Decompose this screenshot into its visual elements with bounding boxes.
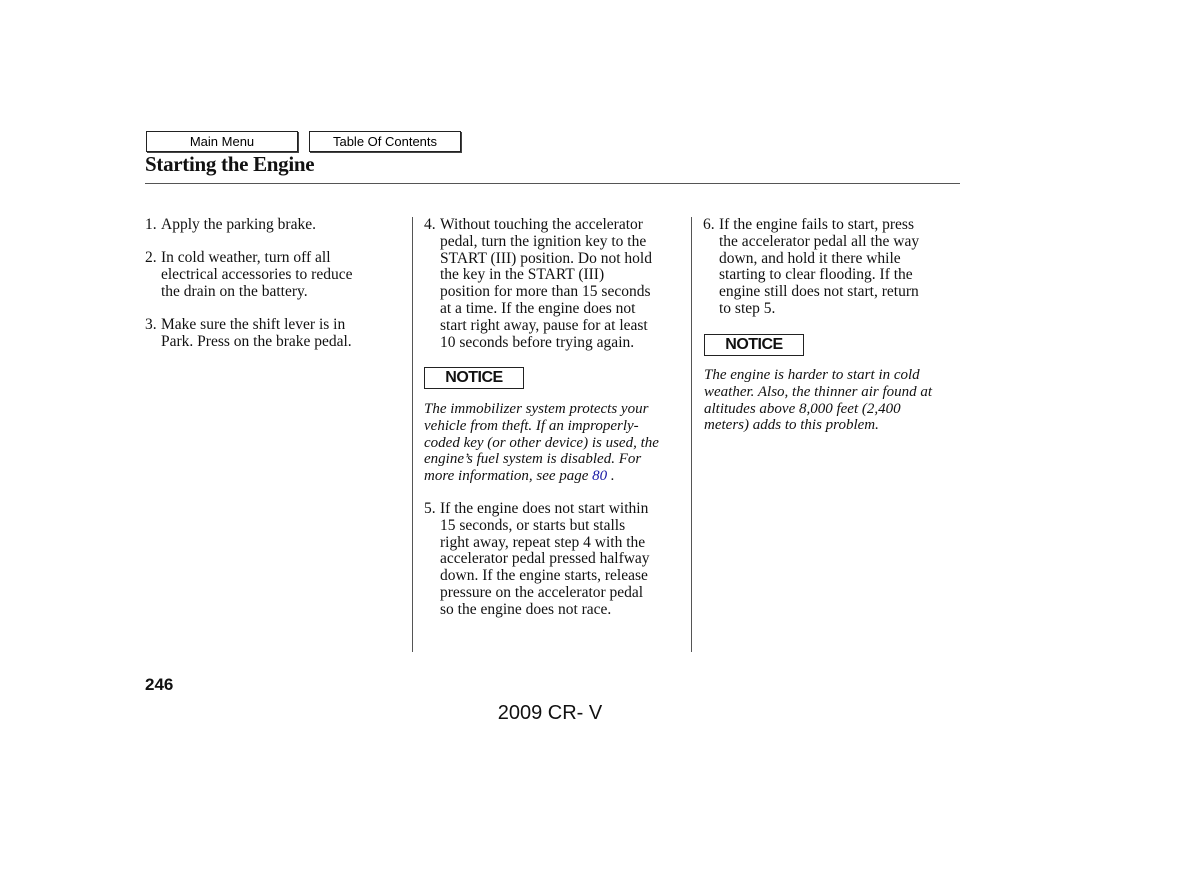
step-4 [424,217,652,351]
step-6 [703,217,919,318]
notice-body: The immobilizer system protects your vehicle from theft. If an improperly- coded key (or other device) is used, the engine’s fuel system is disabled. For more information, see page [424,401,659,485]
step-3 [145,317,352,351]
page-title: Starting the Engine [145,152,315,176]
step-number: 6. [703,216,715,233]
notice-label: NOTICE [424,367,524,389]
step-text: If the engine fails to start, press the accelerator pedal all the way down, and hold it there while starting to clear flooding. If the engine still does not start, return to step 5. [719,216,920,317]
step-text: In cold weather, turn off all electrical accessories to reduce the drain on the battery. [161,249,353,300]
step-number: 2. [145,249,157,266]
step-2 [145,250,352,300]
step-5 [424,501,650,619]
title-divider [145,183,960,184]
page-number: 246 [145,675,174,694]
column-divider-2 [691,217,692,652]
main-menu-button[interactable]: Main Menu [146,131,298,152]
notice-text-cold-weather: The engine is harder to start in cold weather. Also, the thinner air found at altitudes above 8,000 feet (2,400 meters) adds to this problem. [704,367,933,434]
step-number: 5. [424,500,436,517]
table-of-contents-button[interactable]: Table Of Contents [309,131,461,152]
step-number: 4. [424,216,436,233]
step-text: Make sure the shift lever is in Park. Press on the brake pedal. [161,316,352,350]
notice-text-immobilizer [424,401,689,485]
step-text: If the engine does not start within 15 seconds, or starts but stalls right away, repeat step 4 with the accelerator pedal pressed halfway down. If the engine starts, release pressure on the accelerator pedal so the engine does not race. [440,500,650,618]
notice-label: NOTICE [704,334,804,356]
step-number: 3. [145,316,157,333]
step-number: 1. [145,216,157,233]
step-text: Apply the parking brake. [161,216,316,233]
page-link[interactable]: 80 [592,468,608,485]
step-text: Without touching the accelerator pedal, turn the ignition key to the START (III) position. Do not hold the key in the START (III) position for more than 15 seconds at a time. If the engine does not start right away, pause for at least 10 seconds before trying again. [440,216,652,351]
column-divider-1 [412,217,413,652]
step-1 [145,217,316,234]
footer-model: 2009 CR- V [497,702,603,724]
notice-end: . [607,468,615,485]
